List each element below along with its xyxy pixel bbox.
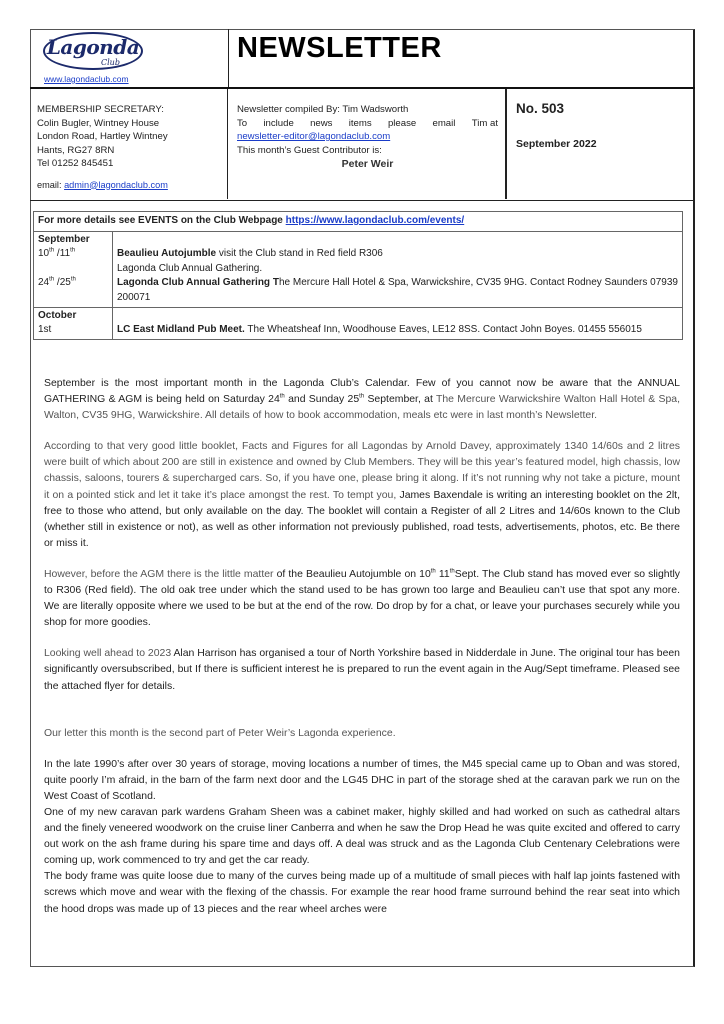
paragraph-storage: In the late 1990’s after over 30 years of storage, moving locations a number of times, the M45 special came up to Oban and was stored, quite poorly I’m afraid, in the barn of the farm next door and the LG45 DHC in part of the storage shed at the caravan park we run on the West Coast of Scotland. [44,758,680,802]
guest-label: This month’s Guest Contributor is: [237,144,382,156]
membership-email-link[interactable]: admin@lagondaclub.com [64,179,168,190]
compiler-line: Newsletter compiled By: Tim Wadsworth [237,104,409,115]
logo-subtitle: Club [101,58,120,67]
membership-line: Tel 01252 845451 [37,158,114,169]
events-table [33,211,683,340]
membership-email-line [37,179,227,193]
event-date: 24th /25th [38,277,76,289]
event-entry: Lagonda Club Annual Gathering The Mercure Hall Hotel & Spa, Warwickshire, CV35 9HG. Contact Rodney Saunders 07939 200071 [117,277,678,303]
membership-heading: MEMBERSHIP SECRETARY: [37,104,164,115]
events-header-row [34,212,683,232]
info-row [30,89,695,201]
event-entry: LC East Midland Pub Meet. The Wheatsheaf Inn, Woodhouse Eaves, LE12 8SS. Contact John Boyes. 01455 556015 [117,324,642,336]
table-row [34,231,683,307]
masthead [30,29,695,89]
paragraph-warden: One of my new caravan park wardens Graham Sheen was a cabinet maker, highly skilled and had worked on such as cathedral altars and the finely veneered woodwork on the cruise liner Canberra and when he saw the Drop Head he was quite excited and offered to carry out work on the ash frame during his spare time and days off. A deal was struck and as the Lagonda Club Centenary Celebrations were coming up, work commenced to try and get the car ready. [44,806,680,867]
issue-date: September 2022 [516,138,597,150]
issue-block [509,89,693,199]
title-cell [230,29,693,87]
event-details-cell [113,231,683,307]
logo-wordmark: Lagonda [46,35,140,59]
membership-secretary-block [30,89,228,199]
paragraph-intro: Our letter this month is the second part of Peter Weir’s Lagonda experience. [44,727,396,739]
editor-email-link[interactable]: newsletter-editor@lagondaclub.com [237,131,391,142]
email-label: email: [37,179,65,190]
event-date: 1st [38,324,52,336]
membership-line: Colin Bugler, Wintney House [37,117,160,129]
month-label: September [38,233,90,245]
paragraph-beaulieu: However, before the AGM there is the little matter of the Beaulieu Autojumble on 10th 11thSept. The Club stand has moved ever so slightly to R306 (Red field). The old oak tree under which the stand used to be has grown too large and Beaulieu can’t use that spot any more. We are literally opposite where we used to be but at the end of the row. Do drop by for a chat, or leave your purchases securely while you shop for more goodies. [44,568,681,629]
paragraph-agm: September is the most important month in the Lagonda Club’s Calendar. Few of you cannot now be aware that the ANNUAL GATHERING & AGM is being held on Saturday 24th and Sunday 25th September, at The Mercure Warwickshire Walton Hall Hotel & Spa, Walton, CV35 9HG, Warwickshire. All details of how to book accommodation, meals etc were in last month’s Newsletter. [44,378,680,422]
date-cell [34,231,113,307]
event-date: 10th /11th [38,247,76,260]
paragraph-booklet: According to that very good little booklet, Facts and Figures for all Lagondas by Arnold Davey, approximately 1340 14/60s and 2 litres were built of which about 200 are still in existence and owned by Club Members. They will be this year’s featured model, high chassis, low chassis, saloons, tourers & supercharged cars. So, if you have one, please bring it along. If it’s not running why not take a picture, mount it on a pointed stick and let it take it’s place amongst the rest. To tempt you, James Baxendale is writing an interesting booklet on the 2lt, free to those who attend, but only available on the day. The booklet will contain a Register of all 2 Litres and 14/60s known to the Club (whether still in existence or not), as well as other information not previously published, road tests, advertisements, photos, etc. Be there or miss it. [44,441,680,549]
newsletter-title: NEWSLETTER [237,32,442,64]
club-logo[interactable] [43,32,143,70]
events-header-text: For more details see EVENTS on the Club Webpage [38,215,286,226]
issue-number: No. 503 [516,101,565,116]
guest-contributor-name: Peter Weir [341,158,394,170]
date-cell [34,307,113,339]
paragraph-body-frame: The body frame was quite loose due to many of the curves being made up of a multitude of small pieces with half lap joints fastened with screws which move and wear with the flexing of the chassis. For example the rear hood frame surround behind the rear seat into which the hood drops was made up of 13 pieces and the rear wheel arches were [44,871,680,915]
table-row [34,307,683,339]
logo-cell [30,29,229,87]
membership-line: Hants, RG27 8RN [37,144,115,156]
website-link[interactable]: www.lagondaclub.com [44,74,129,84]
paragraph-tour: Looking well ahead to 2023 Alan Harrison has organised a tour of North Yorkshire based in Nidderdale in June. The original tour has been significantly oversubscribed, but If there is sufficient interest he is prepared to run the event again in the Aug/Sept timeframe. Pleased see the attached flyer for details. [44,648,680,692]
membership-line: London Road, Hartley Wintney [37,131,168,142]
event-details-cell [113,307,683,339]
events-link[interactable]: https://www.lagondaclub.com/events/ [285,215,465,226]
compiler-block [230,89,507,199]
event-entry: Lagonda Club Annual Gathering. [117,262,263,274]
month-label: October [38,309,77,321]
article-body [44,376,680,918]
event-entry: Beaulieu Autojumble visit the Club stand in Red field R306 [117,248,383,260]
include-news-line: To include news items please email Tim at [237,117,498,129]
